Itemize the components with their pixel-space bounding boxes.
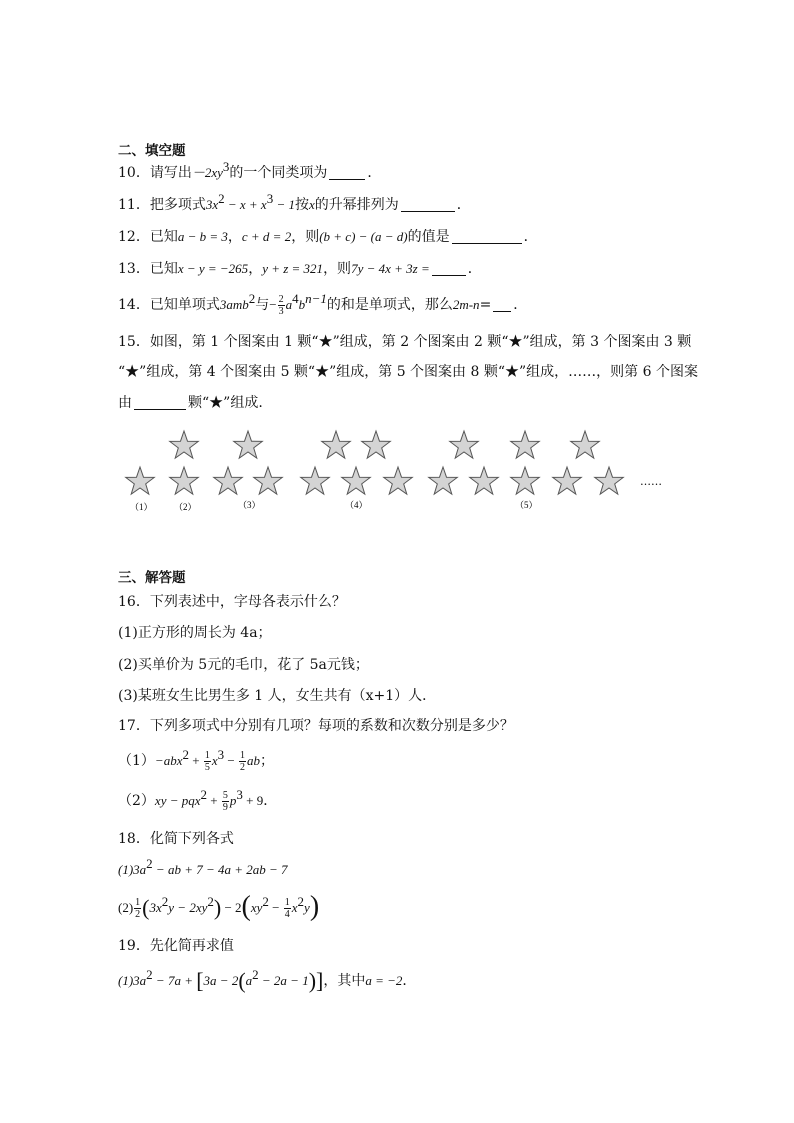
star-icon bbox=[553, 467, 582, 494]
fraction: $\frac{1}{2}$ bbox=[239, 749, 245, 773]
figure-label-3: （3） bbox=[238, 500, 261, 510]
question-15-line-1: 15．如图，第 1 个图案由 1 颗“★”组成，第 2 个图案由 2 颗“★”组成，第 3 个图案由 3 颗 bbox=[118, 334, 692, 350]
question-16-part-3: (3)某班女生比男生多 1 人，女生共有（x+1）人． bbox=[118, 688, 437, 704]
star-icon bbox=[511, 431, 540, 458]
figure-label-4: （4） bbox=[345, 500, 368, 510]
question-11: 11．把多项式$3x^2 - x + x^3 - 1$按x的升幂排列为 ． bbox=[118, 191, 471, 213]
star-icon bbox=[384, 467, 413, 494]
answer-blank[interactable] bbox=[493, 297, 511, 312]
question-18: 18．化简下列各式 bbox=[118, 831, 234, 847]
question-16: 16．下列表述中，字母各表示什么？ bbox=[118, 594, 346, 610]
star-icon bbox=[322, 431, 351, 458]
figure-ellipsis: …… bbox=[640, 475, 662, 488]
question-15-line-3: 由 颗“★”组成. bbox=[118, 395, 263, 411]
question-17: 17．下列多项式中分别有几项？每项的系数和次数分别是多少？ bbox=[118, 718, 514, 734]
star-icon bbox=[362, 431, 391, 458]
fraction: $\frac{2}{3}$ bbox=[278, 293, 284, 317]
question-19: 19．先化简再求值 bbox=[118, 938, 234, 954]
question-13: 13．已知x − y = −265，y + z = 321，则7y − 4x + 3z = ． bbox=[118, 261, 482, 277]
section-title-fill-in: 二、填空题 bbox=[118, 143, 186, 159]
star-icon bbox=[571, 431, 600, 458]
star-icon bbox=[511, 467, 540, 494]
star-icon bbox=[429, 467, 458, 494]
fraction: $\frac{1}{2}$ bbox=[135, 896, 141, 920]
star-icon bbox=[595, 467, 624, 494]
answer-blank[interactable] bbox=[134, 395, 186, 410]
star-icon bbox=[470, 467, 499, 494]
question-18-part-2: (2) $\frac{1}{2}$ $(3x^2y - 2xy^2) - 2(xy^2$ − $\frac{1}{4}$ $x^2y$) bbox=[118, 891, 320, 922]
star-pattern-figure bbox=[118, 425, 678, 520]
answer-blank[interactable] bbox=[432, 261, 466, 276]
figure-label-5: （5） bbox=[515, 500, 538, 510]
star-icon bbox=[170, 467, 199, 494]
figure-label-1: （1） bbox=[130, 502, 153, 512]
star-icon bbox=[170, 431, 199, 458]
question-14: 14．已知单项式3amb$^2$与− $\frac{2}{3}$ $a^4b^{n-1}$的和是单项式，那么2m-n= ． bbox=[118, 291, 528, 317]
fraction: $\frac{1}{5}$ bbox=[204, 749, 210, 773]
question-16-part-1: (1)正方形的周长为 4a； bbox=[118, 625, 272, 641]
star-icon bbox=[234, 431, 263, 458]
figure-label-2: （2） bbox=[174, 502, 197, 512]
fraction: $\frac{1}{4}$ bbox=[284, 896, 290, 920]
section-title-answer: 三、解答题 bbox=[118, 570, 186, 586]
star-icon bbox=[450, 431, 479, 458]
answer-blank[interactable] bbox=[401, 197, 455, 212]
fraction: $\frac{5}{9}$ bbox=[222, 789, 228, 813]
question-15-line-2: “★”组成，第 4 个图案由 5 颗“★”组成，第 5 个图案由 8 颗“★”组成，……，则第 6 个图案 bbox=[118, 364, 698, 380]
question-17-part-1: （1）−abx$^2$ + $\frac{1}{5}$ $x^3$ − $\frac{1}{2}$ ab； bbox=[118, 747, 274, 773]
question-16-part-2: (2)买单价为 5元的毛巾，花了 5a元钱； bbox=[118, 657, 369, 673]
star-icon bbox=[126, 467, 155, 494]
question-12: 12．已知a − b = 3，c + d = 2，则(b + c) − (a − d)的值是 ． bbox=[118, 229, 538, 245]
question-18-part-1: $(1)3a^2$ − ab + 7 − 4a + 2ab − 7 bbox=[118, 856, 288, 877]
star-icon bbox=[214, 467, 243, 494]
star-icon bbox=[301, 467, 330, 494]
question-10: 10．请写出$-2xy^3$的一个同类项为 ． bbox=[118, 159, 382, 181]
answer-blank[interactable] bbox=[329, 165, 365, 180]
question-19-part-1: $(1)3a^2 - 7a + [3a - 2(a^2 - 2a - 1)]$，其中a = −2． bbox=[118, 967, 417, 993]
star-icon bbox=[342, 467, 371, 494]
answer-blank[interactable] bbox=[452, 229, 522, 244]
question-17-part-2: （2）xy − pqx$^2$ + $\frac{5}{9}$ $p^3 + 9$． bbox=[118, 787, 278, 813]
star-icon bbox=[254, 467, 283, 494]
